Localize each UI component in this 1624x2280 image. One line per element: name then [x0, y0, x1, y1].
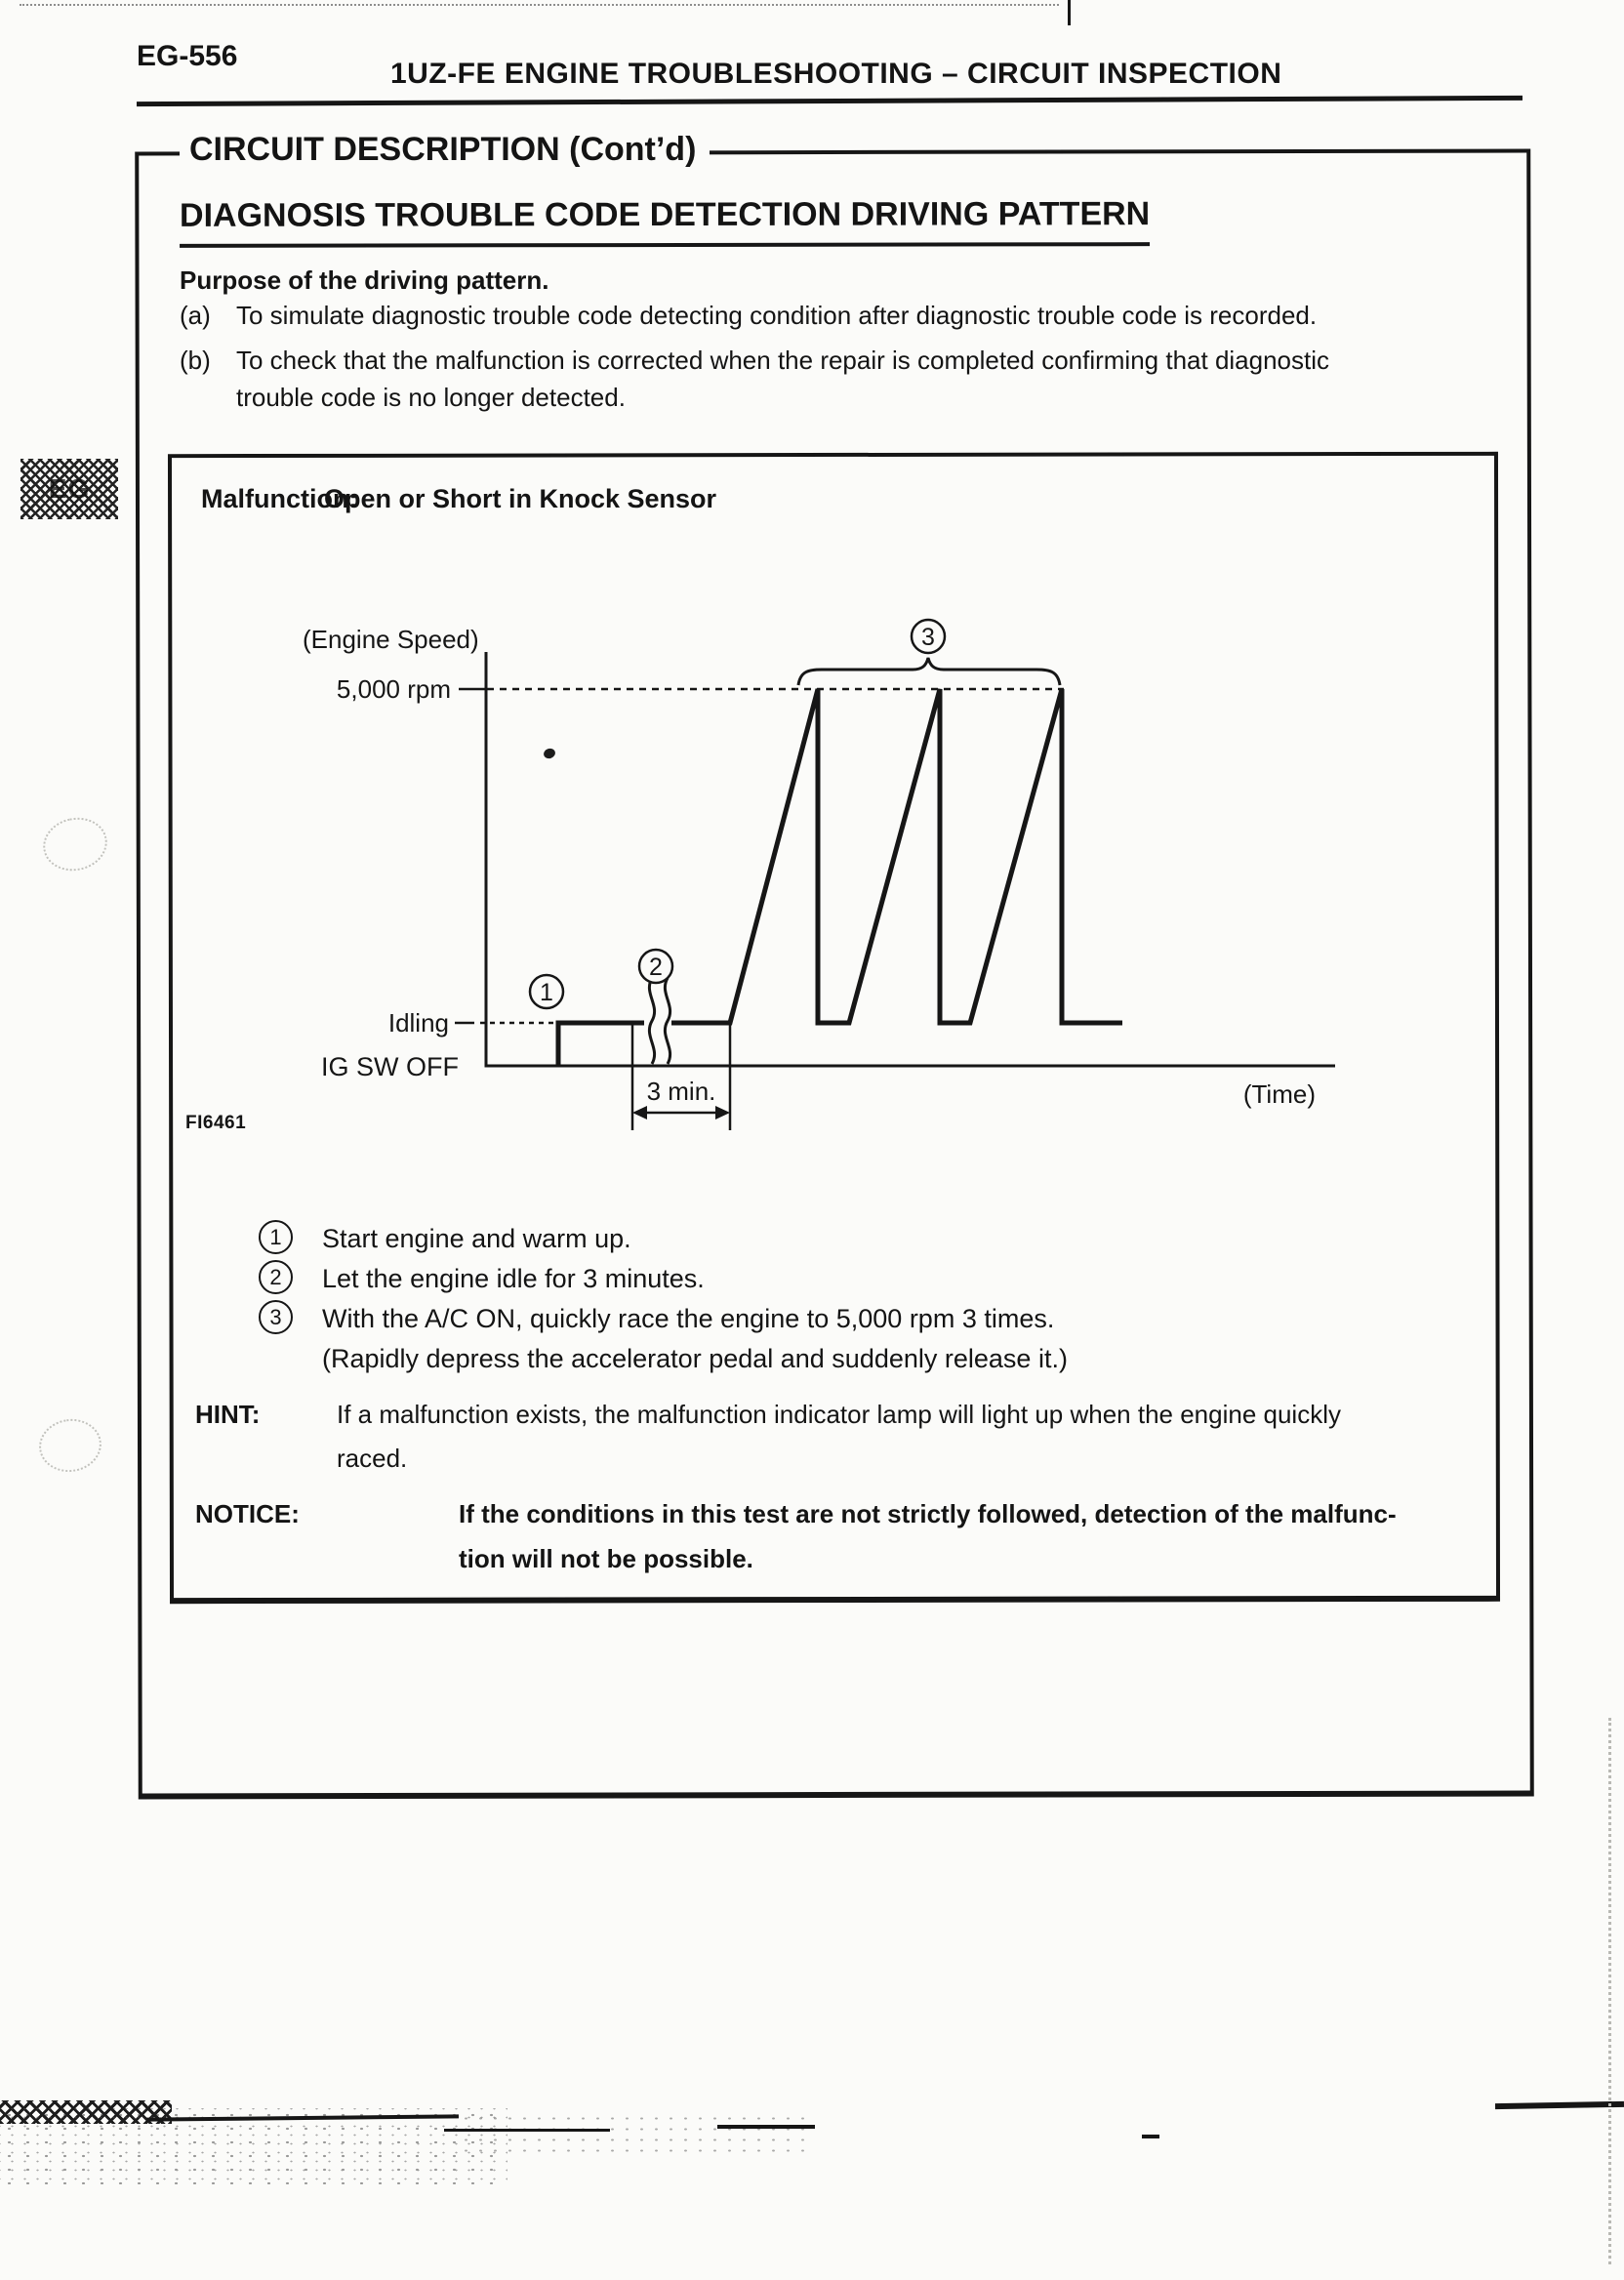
notice-text-line1: If the conditions in this test are not strictly followed, detection of the malfunc-: [459, 1499, 1397, 1528]
step-1-text: Start engine and warm up.: [322, 1224, 631, 1253]
y-axis-title: (Engine Speed): [303, 625, 479, 654]
notice-label: NOTICE:: [195, 1499, 300, 1528]
item-b-text-line2: trouble code is no longer detected.: [236, 383, 626, 412]
section-box-title: CIRCUIT DESCRIPTION (Cont’d): [180, 128, 710, 171]
scan-noise-line-2: [444, 2129, 610, 2132]
callout-2-number: 2: [649, 954, 663, 981]
item-b-marker: (b): [180, 346, 211, 375]
idling-level-label: Idling: [387, 1008, 449, 1038]
purpose-heading: Purpose of the driving pattern.: [180, 265, 549, 295]
engine-speed-trace: [558, 689, 1122, 1066]
step-3-number: 3: [259, 1300, 293, 1334]
x-axis-title: (Time): [1242, 1079, 1316, 1109]
scan-noise-speckle-mid: [459, 2113, 810, 2160]
chart-axes: [486, 652, 1335, 1066]
step-2-number: 2: [259, 1260, 293, 1294]
malfunction-label: Malfunction:: [201, 484, 358, 513]
header-title: 1UZ-FE ENGINE TROUBLESHOOTING – CIRCUIT INSPECTION: [390, 58, 1282, 90]
interval-arrowhead-right: [715, 1106, 730, 1120]
callout-3-number: 3: [921, 624, 935, 651]
hint-label: HINT:: [195, 1400, 261, 1429]
page-number: EG-556: [137, 40, 238, 72]
step-3-text: With the A/C ON, quickly race the engine to 5,000 rpm 3 times.: [322, 1304, 1055, 1333]
notice-text-line2: tion will not be possible.: [459, 1544, 753, 1573]
figure-id: FI6461: [185, 1113, 247, 1133]
interval-label: 3 min.: [646, 1077, 716, 1106]
scan-noise-line-3: [717, 2125, 815, 2129]
step-3-text-line2: (Rapidly depress the accelerator pedal and suddenly release it.): [322, 1344, 1068, 1373]
interval-arrowhead-left: [632, 1106, 647, 1120]
step-1-badge: [259, 1220, 293, 1254]
race-brace: [798, 658, 1060, 685]
step-1-number: 1: [259, 1220, 293, 1254]
scan-noise-mark: [1142, 2135, 1159, 2138]
hint-text-line2: raced.: [337, 1444, 408, 1473]
item-a-marker: (a): [180, 301, 211, 330]
ig-sw-off-label: IG SW OFF: [321, 1052, 459, 1081]
step-3-badge: [259, 1300, 293, 1334]
malfunction-value: Open or Short in Knock Sensor: [324, 484, 717, 513]
step-2-text: Let the engine idle for 3 minutes.: [322, 1264, 705, 1293]
eg-section-tab-label: EG: [48, 473, 91, 504]
hint-text-line1: If a malfunction exists, the malfunction indicator lamp will light up when the engine quickly: [337, 1400, 1341, 1429]
step-2-badge: [259, 1260, 293, 1294]
ink-blob-artifact: [543, 747, 557, 760]
item-a-text: To simulate diagnostic trouble code detecting condition after diagnostic trouble code is recorded.: [236, 301, 1318, 330]
section-heading-text: DIAGNOSIS TROUBLE CODE DETECTION DRIVING PATTERN: [180, 192, 1150, 248]
callout-1-number: 1: [540, 979, 553, 1006]
rpm-level-label: 5,000 rpm: [336, 674, 451, 704]
item-b-text-line1: To check that the malfunction is corrected when the repair is completed confirming that diagnostic: [236, 346, 1330, 375]
scan-right-edge-artifact: [1608, 1718, 1611, 2264]
